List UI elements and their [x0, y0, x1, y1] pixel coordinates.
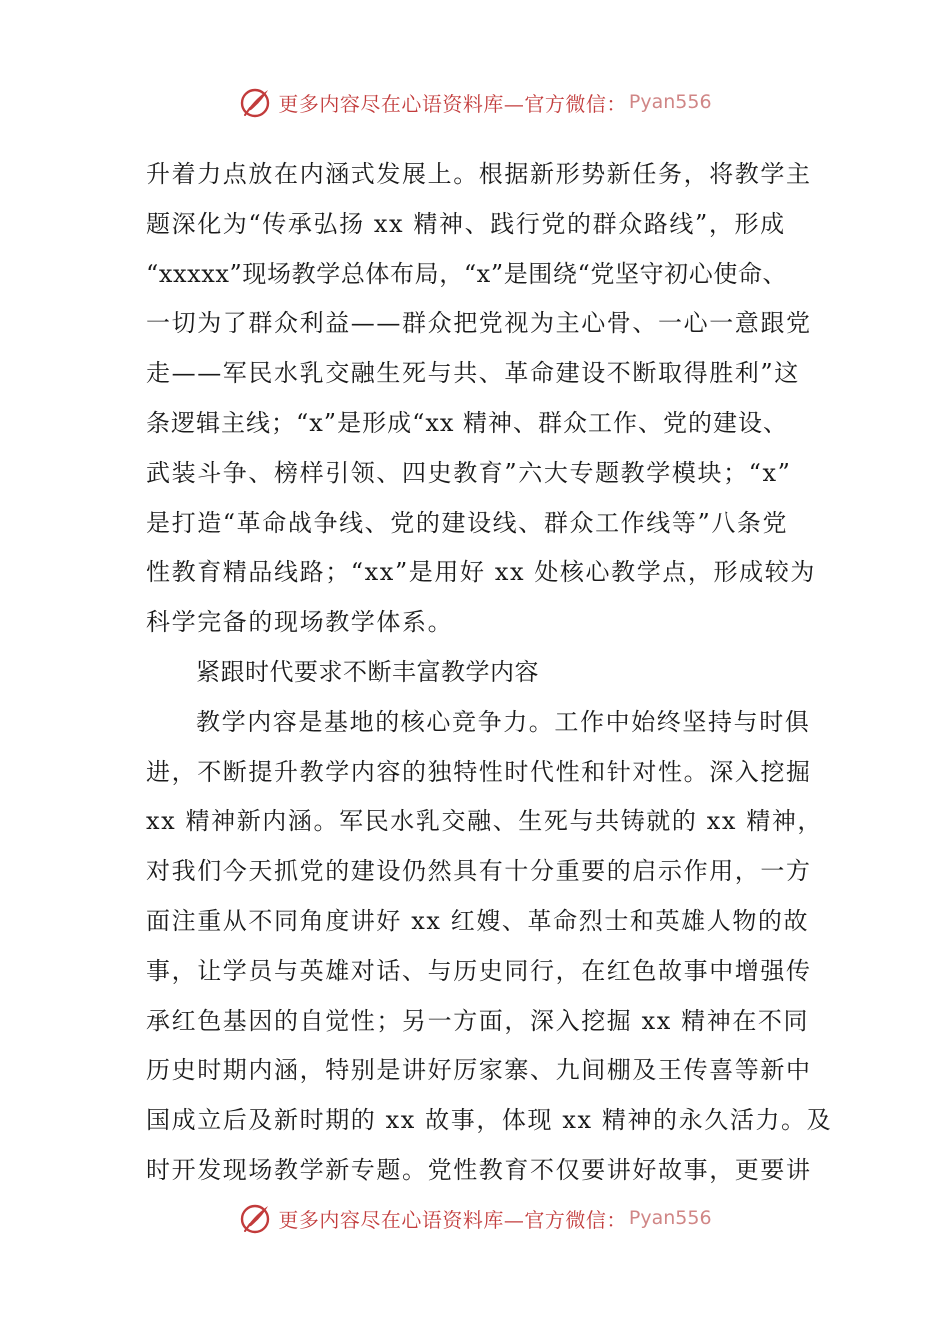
section-heading: 紧跟时代要求不断丰富教学内容: [196, 657, 539, 686]
paragraph-line: 一切为了群众利益——群众把党视为主心骨、一心一意跟党: [146, 309, 812, 338]
document-body: [146, 150, 833, 1196]
paragraph-line: 是打造“革命战争线、党的建设线、群众工作线等”八条党: [146, 508, 789, 537]
paragraph-line: 条逻辑主线；“x”是形成“xx 精神、群众工作、党的建设、: [146, 408, 789, 437]
quill-logo-icon: [238, 84, 274, 120]
paragraph-line: 承红色基因的自觉性；另一方面，深入挖掘 xx 精神在不同: [146, 1006, 810, 1035]
paragraph-line: 题深化为“传承弘扬 xx 精神、践行党的群众路线”，形成: [146, 209, 786, 238]
paragraph-line: 事，让学员与英雄对话、与历史同行，在红色故事中增强传: [146, 956, 812, 985]
paragraph-line: xx 精神新内涵。军民水乳交融、生死与共铸就的 xx 精神，: [146, 807, 824, 836]
paragraph-line: 国成立后及新时期的 xx 故事，体现 xx 精神的永久活力。及: [146, 1106, 833, 1135]
paragraph-line: 进，不断提升教学内容的独特性时代性和针对性。深入挖掘: [146, 757, 812, 786]
paragraph-line: 性教育精品线路；“xx”是用好 xx 处核心教学点，形成较为: [146, 558, 816, 587]
paragraph-line: 时开发现场教学新专题。党性教育不仅要讲好故事，更要讲: [146, 1155, 812, 1184]
header-banner: [0, 82, 950, 122]
banner-wechat-id: Pyan556: [628, 1207, 712, 1229]
paragraph-line: 面注重从不同角度讲好 xx 红嫂、革命烈士和英雄人物的故: [146, 906, 810, 935]
footer-banner: [0, 1204, 950, 1240]
paragraph-line: 武装斗争、榜样引领、四史教育”六大专题教学模块；“x”: [146, 458, 792, 487]
paragraph-line: 科学完备的现场教学体系。: [146, 608, 454, 637]
banner-text: 更多内容尽在心语资料库—官方微信：: [278, 91, 627, 116]
paragraph-line: 教学内容是基地的核心竞争力。工作中始终坚持与时俱: [196, 707, 811, 736]
paragraph-line: 走——军民水乳交融生死与共、革命建设不断取得胜利”这: [146, 359, 800, 388]
banner-text: 更多内容尽在心语资料库—官方微信：: [278, 1207, 627, 1232]
paragraph-line: 历史时期内涵，特别是讲好厉家寨、九间棚及王传喜等新中: [146, 1056, 812, 1085]
banner-wechat-id: Pyan556: [628, 91, 712, 113]
paragraph-line: “xxxxx”现场教学总体布局，“x”是围绕“党坚守初心使命、: [146, 259, 788, 288]
paragraph-line: 对我们今天抓党的建设仍然具有十分重要的启示作用，一方: [146, 857, 812, 886]
paragraph-line: 升着力点放在内涵式发展上。根据新形势新任务，将教学主: [146, 160, 812, 188]
quill-logo-icon: [238, 1204, 274, 1236]
